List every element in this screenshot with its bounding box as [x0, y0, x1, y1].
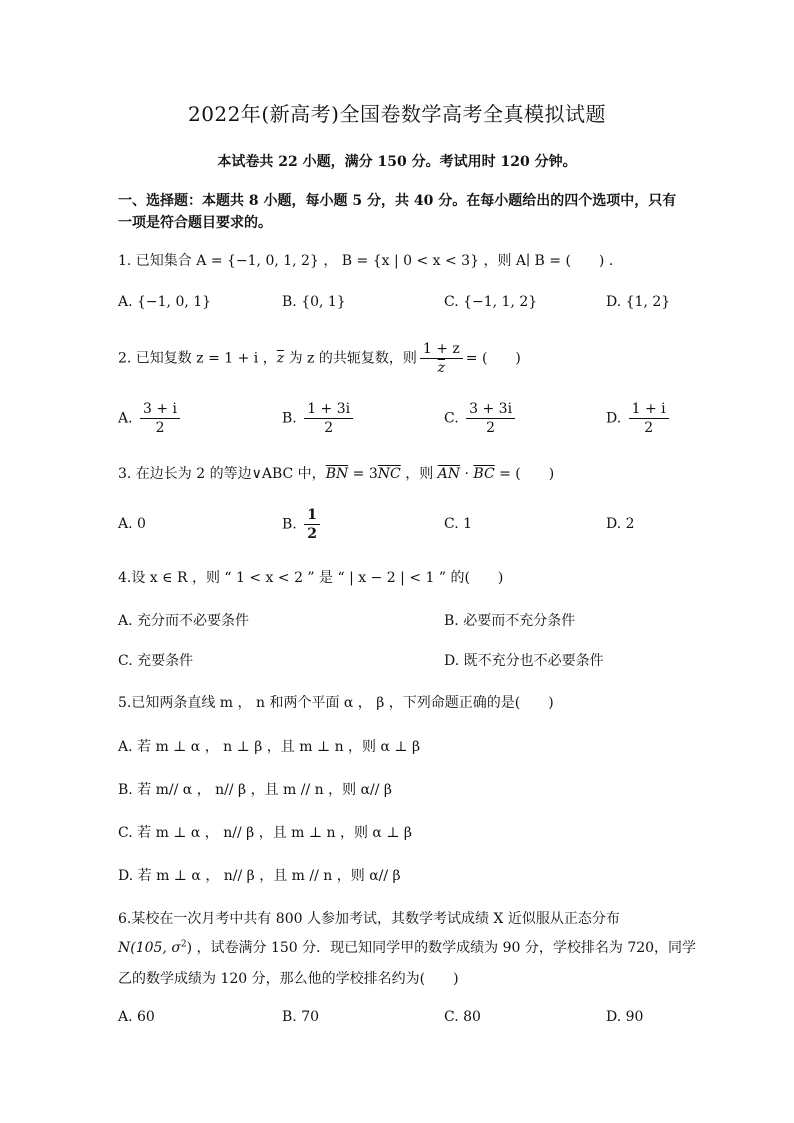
q5-option-a: A. 若 m ⊥ α ， n ⊥ β ，且 m ⊥ n ，则 α ⊥ β	[118, 739, 421, 755]
question-6-line-2	[118, 937, 696, 957]
q2-d-fraction	[629, 400, 669, 437]
q2-b-den: 2	[324, 420, 334, 436]
q5-option-d: D. 若 m ⊥ α ， n// β ，且 m // n ，则 α// β	[118, 868, 401, 884]
question-5-stem: 5.已知两条直线 m ， n 和两个平面 α ， β ，下列命题正确的是( )	[118, 695, 554, 711]
q1-option-b: B. {0, 1}	[282, 294, 346, 310]
q2-frac-den: z	[437, 360, 446, 376]
q3-vec-nc: $\overline{NC}$	[377, 466, 401, 482]
q4-option-a: A. 充分而不必要条件	[118, 613, 250, 629]
q3-b-den: 2	[307, 526, 317, 542]
q2-option-b	[282, 400, 356, 437]
q2-option-a	[118, 400, 183, 437]
q3-eq: = 3	[348, 466, 378, 482]
q2-c-fraction	[466, 400, 515, 437]
q6-line2-post: ) ，试卷满分 150 分．现已知同学甲的数学成绩为 90 分，学校排名为 720，同学	[186, 940, 697, 956]
q2-option-d	[606, 400, 672, 437]
q1-option-d: D. {1, 2}	[606, 294, 671, 310]
question-1-stem: 1. 已知集合 A = {−1, 0, 1, 2} ， B = {x | 0 < x < 3} ，则 A∣ B = ( ) .	[118, 253, 614, 269]
question-3-stem	[118, 463, 554, 483]
q3-post: = ( )	[494, 466, 555, 482]
q4-option-c: C. 充要条件	[118, 653, 194, 669]
q3-b-num: 1	[304, 506, 320, 525]
q2-zbar: $\overline{z}$	[276, 350, 285, 367]
q2-a-label: A.	[118, 410, 133, 427]
q6-option-d: D. 90	[606, 1009, 644, 1025]
page-title: 2022年(新高考)全国卷数学高考全真模拟试题	[187, 102, 606, 126]
q2-stem-pre: 2. 已知复数 z = 1 + i ，	[118, 350, 277, 367]
q4-option-d: D. 既不充分也不必要条件	[444, 653, 604, 669]
question-6-line-1: 6.某校在一次月考中共有 800 人参加考试，其数学考试成绩 X 近似服从正态分布	[118, 911, 620, 927]
q6-line2-pre: N(105, σ	[118, 940, 181, 956]
q2-a-num: 3 + i	[140, 400, 180, 419]
q3-vec-bn: $\overline{BN}$	[325, 466, 349, 482]
q3-vec-an: $\overline{AN}$	[437, 466, 461, 482]
q6-option-c: C. 80	[444, 1009, 481, 1025]
q1-option-a: A. {−1, 0, 1}	[118, 294, 212, 310]
q1-option-c: C. {−1, 1, 2}	[444, 294, 538, 310]
q6-option-b: B. 70	[282, 1009, 320, 1025]
q3-option-b	[282, 506, 323, 543]
q3-stem-pre: 3. 在边长为 2 的等边∨ABC 中，	[118, 466, 326, 482]
q3-option-c: C. 1	[444, 516, 473, 532]
q2-stem-mid: 为 z 的共轭复数，则	[284, 350, 417, 367]
q4-option-b: B. 必要而不充分条件	[444, 613, 576, 629]
q2-option-c	[444, 400, 518, 437]
q2-b-num: 1 + 3i	[304, 400, 353, 419]
q5-option-b: B. 若 m// α ， n// β ，且 m // n ，则 α// β	[118, 782, 393, 798]
q3-vec-bc: $\overline{BC}$	[473, 466, 495, 482]
q3-dot: ·	[460, 466, 474, 482]
q2-d-label: D.	[606, 410, 622, 427]
section-heading: 一、选择题：本题共 8 小题，每小题 5 分，共 40 分。在每小题给出的四个选项中，只有一项是符合题目要求的。	[118, 193, 677, 231]
q6-option-a: A. 60	[118, 1009, 155, 1025]
q2-a-den: 2	[155, 420, 165, 436]
exam-info: 本试卷共 22 小题，满分 150 分。考试用时 120 分钟。	[217, 154, 577, 170]
question-4-stem: 4.设 x ∈ R ，则 “ 1 < x < 2 ” 是 “ | x − 2 | < 1 ” 的( )	[118, 570, 504, 586]
q3-option-a: A. 0	[118, 516, 146, 532]
q3-option-d: D. 2	[606, 516, 635, 532]
q2-c-den: 2	[486, 420, 496, 436]
q2-c-num: 3 + 3i	[466, 400, 515, 419]
q2-stem-post: = ( )	[465, 350, 521, 367]
q2-fraction	[420, 340, 463, 377]
q2-c-label: C.	[444, 410, 459, 427]
q3-mid: ，则	[400, 466, 438, 482]
q2-b-label: B.	[282, 410, 297, 427]
question-6-line-3: 乙的数学成绩为 120 分，那么他的学校排名约为( )	[118, 971, 459, 987]
q2-frac-num: 1 + z	[420, 340, 463, 359]
question-2-stem	[118, 340, 521, 377]
q2-d-den: 2	[644, 420, 654, 436]
q2-a-fraction	[140, 400, 180, 437]
q6-line2-sup: 2	[180, 939, 187, 950]
q2-b-fraction	[304, 400, 353, 437]
q5-option-c: C. 若 m ⊥ α ， n// β ，且 m ⊥ n ，则 α ⊥ β	[118, 825, 413, 841]
q2-d-num: 1 + i	[629, 400, 669, 419]
q3-b-fraction	[304, 506, 320, 543]
q3-b-label: B.	[282, 516, 297, 533]
